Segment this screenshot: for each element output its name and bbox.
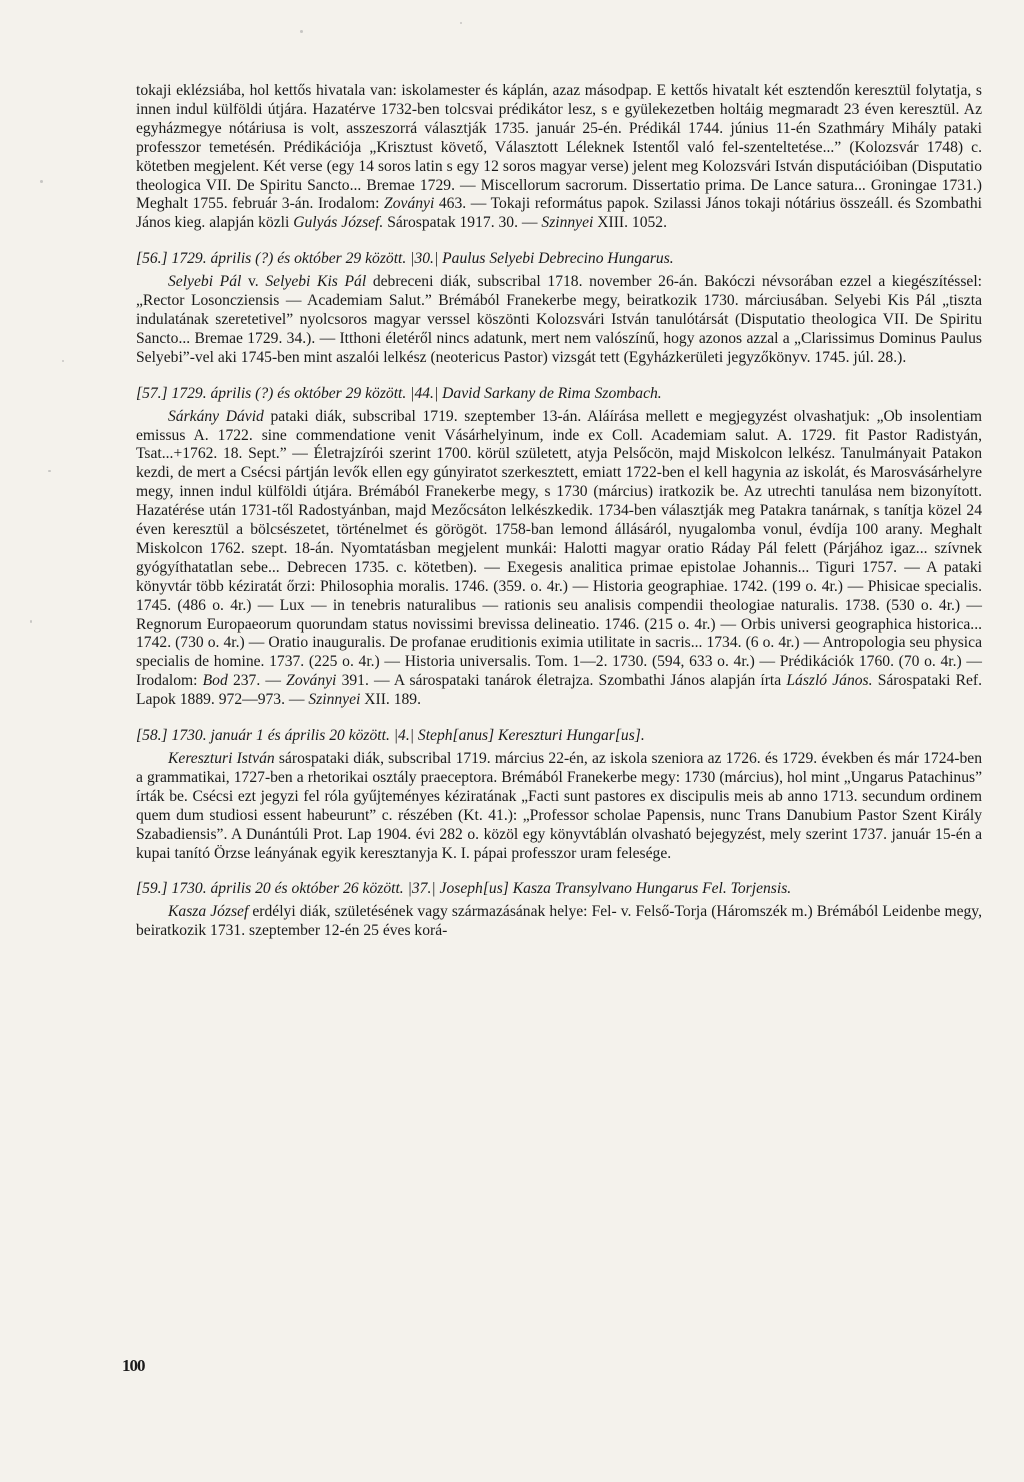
italic-run: Selyebi Pál: [168, 273, 242, 291]
text-run: pataki diák, subscribal 1719. szeptember 13-án. Aláírása mellett e megjegyzést olvashatjuk: „Ob insolentiam emissus A. 1722. sine commendatione venit Vásárhelyinum, inde ex Coll. Academiam salut. A. 1729. fit Pastor Radistyán, Tsat...+1762. 18. Sept.” — Életrajzírói szerint 1700. körül született, atyja Pelsőcön, majd Miskolcon lelkész. Tanulmányait Patakon kezdi, de mert a Csécsi pártján levők ellen egy gúnyiratot szerkesztett, emiatt 1722-ben el kell hagynia az iskolát, és Marosvásárhelyre megy, innen indul külföldi útjára. Brémából Franekerbe megy, s 1730 (március) iratkozik be. Az utrechti tanulása nem bizonyított. Hazatérése után 1731-től Radostyánban, majd Mezőcsáton lelkészkedik. 1734-ben választják meg Patakra tanárnak, s tanítja közel 24 éven keresztül a bölcsészetet, történelmet és görögöt. 1758-ban lemond állásáról, nyugalomba vonul, évdíja 100 arany. Meghalt Miskolcon 1762. szept. 18-án. Nyomtatásban megjelent munkái: Halotti magyar oratio Ráday Pál felett (Párjához igaz... szívnek gyógyíthatatlan sebe... Debrecen 1735. c. kötetben). — Exegesis analitica primae epistolae Johannis... Tiguri 1757. — A pataki könyvtár több kéziratát őrzi: Philosophia moralis. 1746. (359. o. 4r.) — Historia geographiae. 1742. (199 o. 4r.) — Phisicae specialis. 1745. (486 o. 4r.) — Lux — in tenebris naturalibus — rationis seu analisis compendii theologiae naturalis. 1738. (530 o. 4r.) — Regnorum Europaeorum quorundam status novissimi brevissa delineatio. 1746. (215 o. 4r.) — Orbis universi geographica historica... 1742. (730 o. 4r.) — Oratio inauguralis. De profanae eruditionis eximia utilitate in sacris... 1734. (6 o. 4r.) — Antropologia seu physica specialis de homine. 1737. (225 o. 4r.) — Historia universalis. Tom. 1—2. 1730. (594, 633 o. 4r.) — Prédikációk 1760. (70 o. 4r.) — Irodalom:: [136, 407, 982, 690]
italic-run: Zoványi: [384, 195, 435, 213]
text-run: erdélyi diák, születésének vagy származásának helye: Fel- v. Felső-Torja (Háromszék m.) Brémából Leidenbe megy, beiratkozik 1731. szeptember 12-én 25 éves korá-: [136, 903, 982, 940]
italic-run: Selyebi Kis Pál: [265, 273, 367, 291]
italic-run: Sárkány Dávid: [168, 407, 264, 425]
entries-list: [136, 250, 982, 941]
text-run: debreceni diák, subscribal 1718. november 26-án. Bakóczi névsorában ezzel a kiegészítéssel: „Rector Losoncziensis — Academiam Salut.” Brémából Franekerbe megy, beiratkozik 1730. márciusában. Selyebi Kis Pál „tiszta indulatának szeretetivel” nyolcsoros magyar verssel köszönti Kolozsvári István tanulótársát (Disputatio theologica VII. De Spiritu Sancto... Bremae 1729. 34.). — Itthoni életéről nincs adatunk, mert nem valószínű, hogy azonos azzal a „Clarissimus Dominus Paulus Selyebi”-vel aki 1745-ben mint aszalói lelkész (neotericus Pastor) vizsgát tett (Egyházkerületi jegyzőkönyv. 1745. júl. 28.).: [136, 273, 982, 366]
entry-paragraph: [136, 408, 982, 711]
italic-run: Gulyás József.: [293, 214, 384, 232]
entry-heading: [58.] 1730. január 1 és április 20 között. |4.| Steph[anus] Kereszturi Hungar[us].: [136, 727, 645, 745]
text-run: 391. — A sárospataki tanárok életrajza. Szombathi János alapján írta: [336, 672, 787, 690]
text-run: Sárospatak 1917. 30. —: [383, 214, 542, 232]
scan-speck: [48, 470, 51, 472]
entry-heading: [56.] 1729. április (?) és október 29 között. |30.| Paulus Selyebi Debrecino Hungarus.: [136, 250, 674, 268]
entry-paragraph: [136, 903, 982, 941]
scan-speck: [460, 22, 462, 24]
page-body: [136, 82, 982, 941]
entry-heading: [59.] 1730. április 20 és október 26 között. |37.| Joseph[us] Kasza Transylvano Hungarus Fel. Torjensis.: [136, 880, 792, 898]
entry-heading: [57.] 1729. április (?) és október 29 között. |44.| David Sarkany de Rima Szombach.: [136, 384, 662, 402]
text-run: v.: [241, 273, 266, 291]
text-run: sárospataki diák, subscribal 1719. március 22-én, az iskola szeniora az 1726. és 1729. években és már 1724-ben a grammatikai, 1727-ben a rhetorikai osztály praeceptora. Brémából Franekerbe megy: 1730 (március), hol mint „Ungarus Patachinus” írták be. Csécsi ezt jegyzi fel róla gyűjteményes kéziratának „Facti sunt pastores ex discipulis meis ab anno 1713. secundum ordinem quem dum studiosi essent habeurunt” c. részében (Kt. 41.): „Professor scholae Papensis, nunc Trans Danubium Pastor Szent Király Szabadiensis”. A Dunántúli Prot. Lap 1904. évi 282 o. közöl egy könyvtáblán olvasható bejegyzést, mely szerint 1737. január 15-én a kupai tanító Örzse leányának egyik keresztanyja K. I. pápai professzor uram felesége.: [136, 750, 982, 862]
scan-speck: [300, 30, 303, 33]
continuation-paragraph: [136, 82, 982, 233]
scan-speck: [30, 620, 32, 623]
text-run: tokaji eklézsiába, hol kettős hivatala van: iskolamester és káplán, azaz másodpap. E kettős hivatalt két esztendőn keresztül folytatja, s innen indul külföldi útjára. Hazatérve 1732-ben tolcsvai prédikátor lesz, s e gyülekezetben holtáig megmaradt 23 éven keresztül. Az egyházmegye nótáriusa is volt, asszeszorrá választják 1735. január 25-én. Prédikál 1744. június 11-én Szathmáry Mihály pataki professzor temetésén. Prédikációja „Krisztust követő, Választott Léleknek Istentől való fel-szenteltetése...” (Kolozsvár 1748) c. kötetben megjelent. Két verse (egy 14 soros latin s egy 12 soros magyar verse) jelent meg Kolozsvári István disputációiban (Disputatio theologica VII. De Spiritu Sancto... Bremae 1729. — Miscellorum sacrorum. Dissertatio prima. De Lance satura... Groningae 1731.) Meghalt 1755. február 3-án. Irodalom:: [136, 82, 982, 213]
scan-speck: [40, 180, 43, 183]
italic-run: Zoványi: [286, 672, 337, 690]
italic-run: László János.: [786, 672, 873, 690]
italic-run: Kereszturi István: [168, 750, 275, 767]
text-run: 463. — Tokaji református papok. Szilassi János tokaji nótárius összeáll. és Szombathi János kieg. alapján közli: [136, 195, 982, 232]
italic-run: Kasza József: [168, 903, 249, 921]
text-run: XIII. 1052.: [593, 214, 667, 232]
entry-paragraph: [136, 273, 982, 368]
text-run: 237. —: [227, 672, 287, 690]
text-run: Sárospataki Ref. Lapok 1889. 972—973. —: [136, 672, 983, 709]
italic-run: Szinnyei: [308, 691, 361, 709]
text-run: XII. 189.: [360, 691, 421, 709]
scan-speck: [62, 360, 64, 362]
italic-run: Bod: [202, 672, 228, 690]
page-number: 100: [122, 1356, 145, 1375]
entry-paragraph: [136, 750, 982, 863]
italic-run: Szinnyei: [541, 214, 594, 232]
